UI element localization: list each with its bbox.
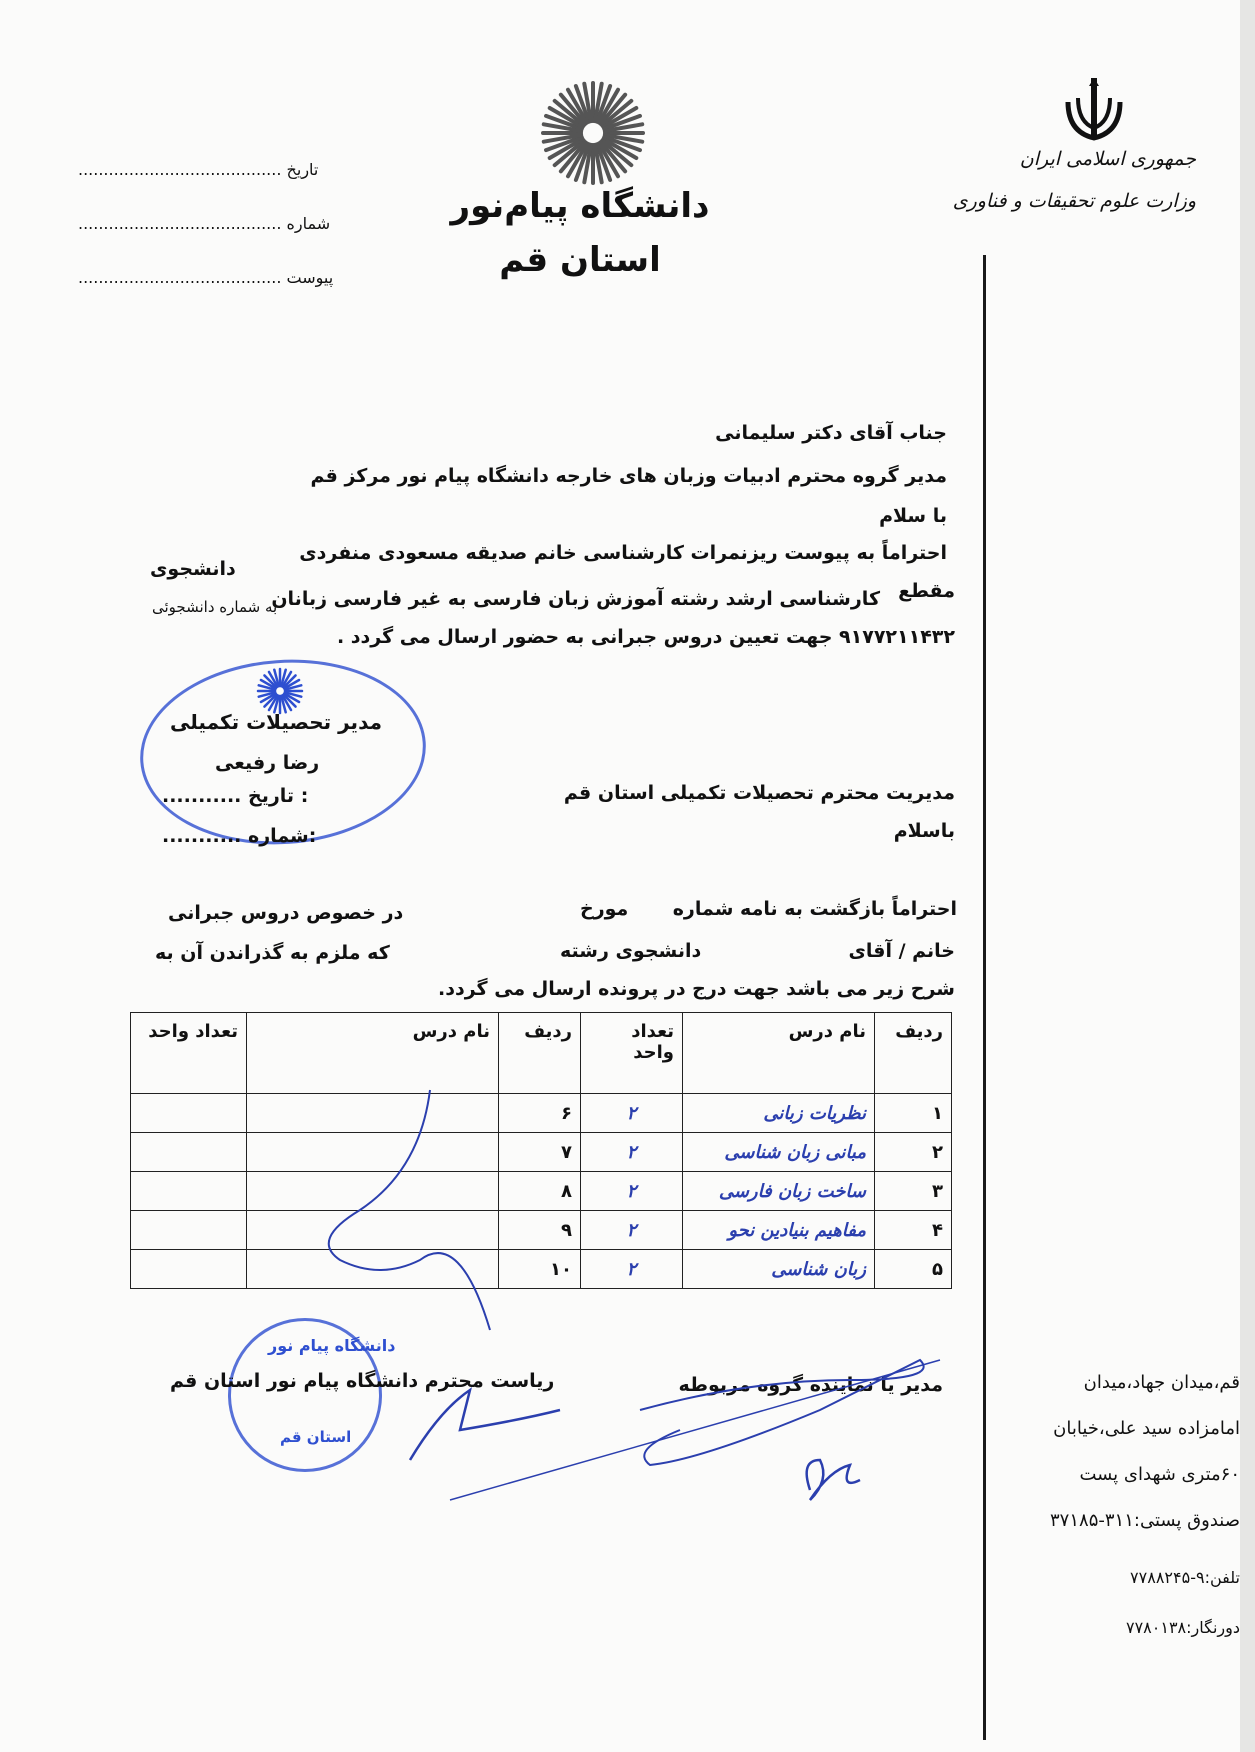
- table-row: [131, 1211, 952, 1250]
- table-row: [131, 1250, 952, 1289]
- col-header-course-2: نام درس: [247, 1013, 499, 1094]
- address-fax: دورنگار:۷۷۸۰۱۳۸: [1125, 1618, 1240, 1637]
- course-units-2: [131, 1172, 247, 1211]
- ministry-line1: جمهوری اسلامی ایران: [1019, 148, 1196, 170]
- letter1-body2: کارشناسی ارشد رشته آموزش زبان فارسی به غیر فارسی زبانان: [271, 588, 880, 610]
- letter1-body2-tail: به شماره دانشجوئی: [152, 598, 278, 616]
- row-number: ۲: [875, 1133, 952, 1172]
- letter1-body3: ۹۱۷۷۲۱۱۴۳۲ جهت تعیین دروس جبرانی به حضور ارسال می گردد .: [336, 626, 955, 648]
- row-number-2: ۷: [499, 1133, 581, 1172]
- table-header-row: [131, 1013, 952, 1094]
- university-name: دانشگاه پیام‌نور: [450, 186, 710, 226]
- course-units: ۲: [581, 1250, 683, 1289]
- courses-table: [130, 1012, 952, 1289]
- table-row: [131, 1172, 952, 1211]
- date-field: ........................................ تاریخ: [78, 160, 319, 179]
- course-units: ۲: [581, 1172, 683, 1211]
- row-number-2: ۶: [499, 1094, 581, 1133]
- row-number: ۳: [875, 1172, 952, 1211]
- col-header-row-number-2: ردیف: [499, 1013, 581, 1094]
- col-header-course: نام درس: [683, 1013, 875, 1094]
- signature-right-title: مدیر یا نماینده گروه مربوطه: [678, 1374, 943, 1396]
- course-name: زبان شناسی: [683, 1250, 875, 1289]
- iran-emblem-icon: [1058, 72, 1130, 144]
- letter2-line3: شرح زیر می باشد جهت درج در پرونده ارسال می گردد.: [438, 978, 955, 1000]
- address-line1: قم،میدان جهاد،میدان: [1083, 1372, 1240, 1393]
- course-units-2: [131, 1094, 247, 1133]
- stamp1-name: رضا رفیعی: [215, 752, 320, 774]
- course-units-2: [131, 1211, 247, 1250]
- letter2-line2-a: خانم / آقای: [848, 940, 955, 962]
- number-field: ........................................ شماره: [78, 214, 331, 233]
- letter2-line2-b: دانشجوی رشته: [560, 940, 702, 962]
- strike-through-mark: [300, 1080, 530, 1340]
- address-line3: ۶۰متری شهدای پست: [1079, 1464, 1240, 1485]
- letter1-body1-tail: دانشجوی: [150, 558, 236, 580]
- letter1-position: مدیر گروه محترم ادبیات وزبان های خارجه دانشگاه پیام نور مرکز قم: [310, 465, 947, 487]
- letter1-recipient: جناب آقای دکتر سلیمانی: [715, 422, 947, 444]
- course-units: ۲: [581, 1094, 683, 1133]
- course-units-2: [131, 1133, 247, 1172]
- stamp1-date: ........... تاریخ :: [162, 785, 309, 807]
- address-line4: صندوق پستی:۳۱۱-۳۷۱۸۵: [1050, 1510, 1240, 1531]
- table-row: [131, 1094, 952, 1133]
- col-header-units: تعداد واحد: [581, 1013, 683, 1094]
- handwritten-signature: [400, 1350, 960, 1520]
- row-number-2: ۱۰: [499, 1250, 581, 1289]
- university-province: استان قم: [499, 240, 661, 280]
- address-phone: تلفن:۹-۷۷۸۸۲۴۵: [1130, 1568, 1240, 1587]
- stamp2-sub: استان قم: [280, 1428, 352, 1446]
- letter2-line1-b: مورخ: [580, 898, 629, 920]
- stamp-logo-icon: [255, 666, 305, 716]
- letter2-recipient: مدیریت محترم تحصیلات تکمیلی استان قم: [563, 782, 955, 804]
- course-name: مبانی زبان شناسی: [683, 1133, 875, 1172]
- university-logo-icon: [538, 78, 648, 188]
- attachment-field: ........................................ پیوست: [78, 268, 334, 287]
- letter2-greeting: باسلام: [893, 820, 955, 842]
- letter2-line1-a: احتراماً بازگشت به نامه شماره: [672, 898, 957, 920]
- course-units: ۲: [581, 1133, 683, 1172]
- stamp1-title: مدیر تحصیلات تکمیلی: [170, 710, 383, 734]
- letter2-line1-c: در خصوص دروس جبرانی: [168, 902, 404, 924]
- row-number-2: ۹: [499, 1211, 581, 1250]
- col-header-row-number: ردیف: [875, 1013, 952, 1094]
- table-row: [131, 1133, 952, 1172]
- course-name: نظریات زبانی: [683, 1094, 875, 1133]
- letter1-greeting: با سلام: [879, 505, 947, 527]
- ministry-line2: وزارت علوم تحقیقات و فناوری: [952, 190, 1196, 212]
- signature-left-title: ریاست محترم دانشگاه پیام نور استان قم: [170, 1370, 555, 1392]
- course-units: ۲: [581, 1211, 683, 1250]
- letter2-line2-c: که ملزم به گذراندن آن به: [155, 942, 390, 964]
- course-name: مفاهیم بنیادین نحو: [683, 1211, 875, 1250]
- row-number: ۱: [875, 1094, 952, 1133]
- address-line2: امامزاده سید علی،خیابان: [1053, 1418, 1240, 1439]
- row-number-2: ۸: [499, 1172, 581, 1211]
- row-number: ۵: [875, 1250, 952, 1289]
- row-number: ۴: [875, 1211, 952, 1250]
- stamp1-number: ........... شماره:: [162, 825, 317, 847]
- letter1-body2-head: مقطع: [898, 580, 955, 602]
- scan-edge: [1240, 0, 1255, 1752]
- course-units-2: [131, 1250, 247, 1289]
- col-header-units-2: تعداد واحد: [131, 1013, 247, 1094]
- margin-rule: [983, 255, 986, 1740]
- letter1-body1: احتراماً به پیوست ریزنمرات کارشناسی خانم صدیقه مسعودی منفردی: [299, 542, 947, 564]
- course-name: ساخت زبان فارسی: [683, 1172, 875, 1211]
- stamp2-text: دانشگاه پیام نور: [268, 1336, 396, 1355]
